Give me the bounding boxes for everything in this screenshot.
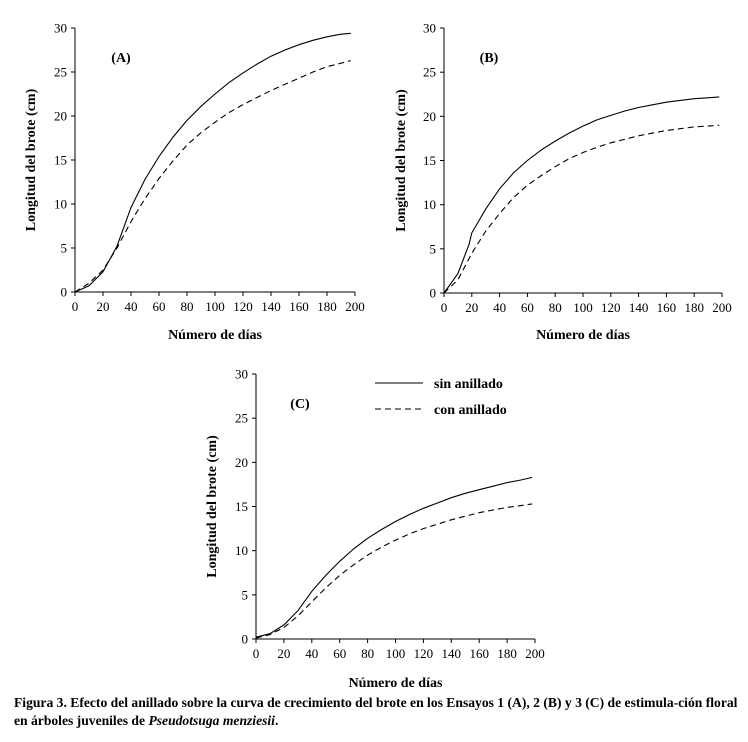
x-tick-label: 80: [361, 646, 375, 661]
chart-legend: [375, 377, 507, 418]
y-tick-label: 10: [54, 196, 67, 212]
x-tick-label: 160: [469, 646, 489, 661]
panel-label: (C): [290, 397, 310, 412]
caption-text: Figura 3. Efecto del anillado sobre la curva de crecimiento del brote en los Ensayos 1 (A), 2 (B) y 3 (C) de estimula-ción floral en árboles juveniles de: [14, 695, 738, 728]
x-tick-label: 40: [305, 646, 319, 661]
y-tick-label: 15: [235, 499, 248, 514]
x-axis-label: Número de días: [168, 328, 262, 343]
x-tick-label: 60: [333, 646, 347, 661]
x-tick-label: 40: [124, 299, 138, 314]
x-axis-label: Número de días: [348, 676, 443, 690]
x-tick-label: 100: [205, 299, 225, 314]
y-tick-label: 25: [423, 64, 436, 80]
y-tick-label: 30: [235, 366, 248, 382]
x-tick-label: 160: [289, 299, 309, 314]
y-tick-label: 20: [423, 108, 436, 124]
y-axis-label: Longitud del brote (cm): [24, 88, 39, 232]
x-tick-label: 120: [413, 646, 434, 661]
x-tick-label: 200: [712, 300, 732, 315]
x-tick-label: 120: [233, 299, 253, 314]
y-tick-label: 25: [54, 64, 67, 80]
panel-label: (A): [111, 51, 131, 66]
y-tick-label: 30: [54, 20, 67, 36]
y-tick-label: 0: [60, 284, 67, 300]
y-tick-label: 30: [423, 20, 436, 36]
figure-caption: [14, 694, 739, 730]
x-tick-label: 60: [152, 299, 166, 314]
x-tick-label: 160: [656, 300, 677, 315]
y-tick-label: 20: [235, 454, 248, 470]
y-tick-label: 15: [54, 152, 67, 168]
x-tick-label: 120: [601, 300, 621, 315]
x-tick-label: 180: [684, 300, 704, 315]
series-line-sin-anillado: [444, 97, 719, 293]
x-tick-label: 40: [493, 300, 507, 315]
x-tick-label: 80: [548, 300, 562, 315]
y-tick-label: 10: [423, 197, 436, 213]
y-axis-label: Longitud del brote (cm): [394, 89, 409, 232]
x-tick-label: 140: [628, 300, 649, 315]
series-line-sin-anillado: [256, 477, 532, 637]
y-tick-label: 0: [241, 631, 248, 647]
x-tick-label: 200: [345, 299, 365, 314]
x-axis-label: Número de días: [536, 328, 630, 343]
x-tick-label: 0: [440, 300, 448, 315]
y-tick-label: 10: [235, 543, 248, 559]
x-tick-label: 60: [520, 300, 534, 315]
x-tick-label: 180: [317, 299, 337, 314]
x-tick-label: 20: [277, 646, 291, 661]
panel-label: (B): [479, 51, 499, 66]
x-tick-label: 180: [497, 646, 517, 661]
x-tick-label: 100: [385, 646, 406, 661]
y-tick-label: 0: [429, 285, 436, 301]
y-tick-label: 5: [429, 241, 436, 257]
y-tick-label: 20: [54, 108, 67, 124]
x-tick-label: 0: [252, 646, 260, 661]
legend-label: sin anillado: [434, 377, 503, 392]
series-line-con-anillado: [256, 504, 532, 638]
caption-end: .: [274, 713, 279, 728]
y-axis-label: Longitud del brote (cm): [205, 435, 220, 578]
y-tick-label: 5: [60, 240, 67, 256]
x-tick-label: 100: [573, 300, 593, 315]
x-tick-label: 200: [525, 646, 545, 661]
legend-label: con anillado: [434, 403, 507, 418]
y-tick-label: 15: [423, 153, 436, 168]
y-tick-label: 5: [241, 587, 248, 603]
x-tick-label: 80: [180, 299, 194, 314]
caption-species: Pseudotsuga menziesii: [148, 713, 275, 728]
x-tick-label: 0: [71, 299, 79, 314]
x-tick-label: 20: [96, 299, 110, 314]
x-tick-label: 20: [465, 300, 479, 315]
x-tick-label: 140: [441, 646, 462, 661]
chart-panel-b: [394, 21, 732, 344]
y-tick-label: 25: [235, 410, 248, 426]
series-line-sin-anillado: [75, 33, 351, 292]
x-tick-label: 140: [261, 299, 281, 314]
chart-panel-a: [24, 21, 365, 344]
